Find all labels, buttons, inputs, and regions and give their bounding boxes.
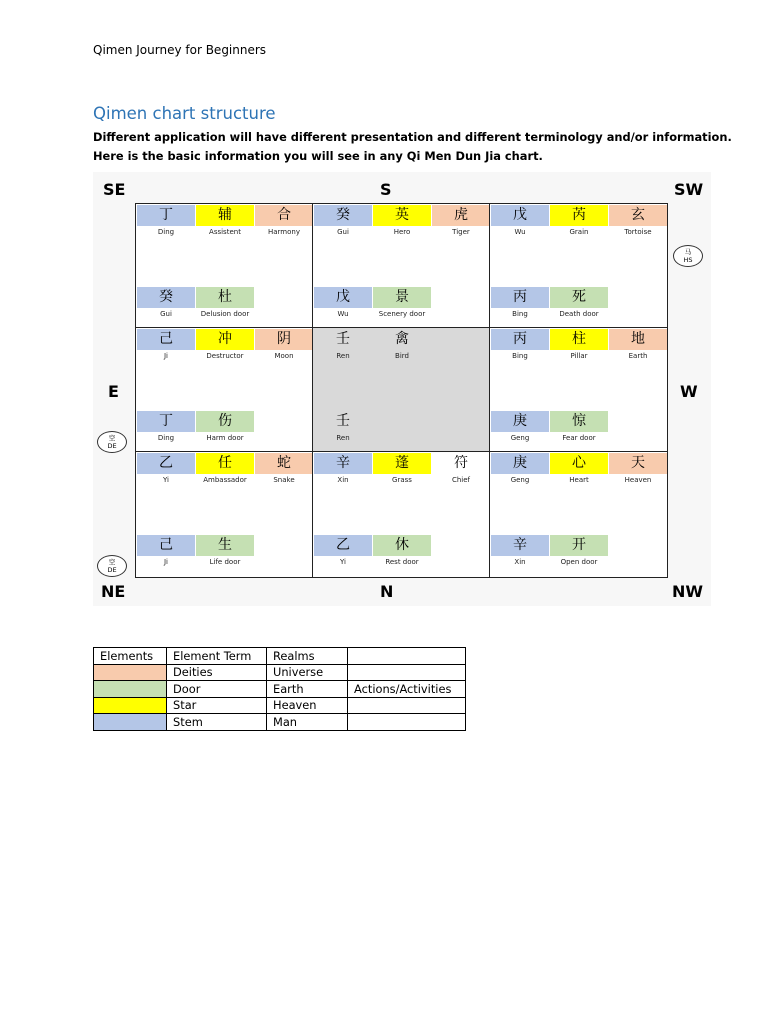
legend-swatch (94, 681, 167, 698)
qimen-grid (135, 203, 668, 578)
palace-w-top-char: 柱 (550, 329, 608, 350)
legend-note (348, 664, 466, 681)
palace-e (135, 327, 312, 451)
legend-swatch (94, 697, 167, 714)
palace-w-bottom-char: 庚 (491, 411, 549, 432)
intro-text (93, 128, 732, 166)
badge-ne-text: DE (107, 566, 117, 574)
palace-e-bottom-label: Harm door (206, 434, 244, 442)
palace-e-top-label: Moon (274, 352, 294, 360)
palace-sw-top-label: Grain (569, 228, 589, 236)
legend-term: Door (167, 681, 267, 698)
palace-se-bottom-label: Delusion door (200, 310, 250, 318)
palace-w-bottom-label: Fear door (562, 434, 596, 442)
direction-ne: NE (101, 582, 126, 601)
palace-n-top-label: Grass (392, 476, 412, 484)
palace-w (489, 327, 667, 451)
palace-sw-top-char: 芮 (550, 205, 608, 226)
palace-ne-top-char: 乙 (137, 453, 195, 474)
palace-sw (489, 203, 667, 327)
palace-se-bottom-char: 癸 (137, 287, 195, 308)
legend-header-realms: Realms (267, 648, 348, 665)
badge-e-text: DE (107, 442, 117, 450)
palace-se-bottom-char: 杜 (196, 287, 254, 308)
legend-header-term: Element Term (167, 648, 267, 665)
palace-se-top-char: 辅 (196, 205, 254, 226)
palace-ne-top-char: 任 (196, 453, 254, 474)
palace-e-top-char: 冲 (196, 329, 254, 350)
palace-w-top-label: Pillar (570, 352, 588, 360)
palace-ne-bottom-label: Life door (209, 558, 241, 566)
palace-s-top-label: Gui (337, 228, 349, 236)
palace-ne-bottom-char: 生 (196, 535, 254, 556)
direction-w: W (680, 382, 698, 401)
palace-w-top-label: Bing (512, 352, 528, 360)
palace-w-top-char: 丙 (491, 329, 549, 350)
badge-sw-text: HS (683, 256, 693, 264)
palace-nw-top-label: Heart (569, 476, 589, 484)
palace-sw-top-char: 戊 (491, 205, 549, 226)
badge-ne (97, 555, 127, 577)
direction-n: N (380, 582, 394, 601)
palace-se-top-char: 合 (255, 205, 313, 226)
palace-nw-top-char: 心 (550, 453, 608, 474)
palace-n-top-label: Chief (451, 476, 471, 484)
palace-nw (489, 451, 667, 577)
palace-c-bottom-char: 壬 (336, 413, 350, 429)
legend-term: Deities (167, 664, 267, 681)
legend-row (94, 664, 466, 681)
palace-se-top-label: Ding (157, 228, 175, 236)
direction-nw: NW (672, 582, 704, 601)
palace-n-top-char: 符 (454, 455, 468, 471)
palace-e-bottom-char: 伤 (196, 411, 254, 432)
palace-e-top-char: 阴 (255, 329, 313, 350)
palace-c-top-char: 壬 (336, 331, 350, 347)
palace-ne-top-label: Snake (273, 476, 295, 484)
palace-nw-bottom-label: Xin (514, 558, 526, 566)
badge-e (97, 431, 127, 453)
legend-header-extra (348, 648, 466, 665)
legend-row (94, 714, 466, 731)
palace-ne-bottom-char: 己 (137, 535, 195, 556)
palace-n-top-label: Xin (337, 476, 349, 484)
palace-sw-bottom-char: 丙 (491, 287, 549, 308)
palace-e-top-label: Ji (163, 352, 168, 360)
palace-s-bottom-char: 戊 (314, 287, 372, 308)
badge-ne-char: 空 (108, 558, 116, 566)
palace-s-bottom-label: Scenery door (378, 310, 426, 318)
legend-row (94, 697, 466, 714)
palace-nw-bottom-char: 开 (550, 535, 608, 556)
palace-sw-top-char: 玄 (609, 205, 667, 226)
legend-table (93, 647, 466, 731)
palace-w-bottom-label: Geng (510, 434, 530, 442)
legend-note (348, 697, 466, 714)
direction-s: S (380, 180, 392, 199)
legend-note (348, 714, 466, 731)
palace-nw-bottom-label: Open door (560, 558, 598, 566)
legend-realm: Universe (267, 664, 348, 681)
legend-header-elements: Elements (94, 648, 167, 665)
palace-nw-top-char: 天 (609, 453, 667, 474)
palace-s-bottom-char: 景 (373, 287, 431, 308)
palace-se-top-char: 丁 (137, 205, 195, 226)
legend-row (94, 681, 466, 698)
palace-w-bottom-char: 惊 (550, 411, 608, 432)
direction-sw: SW (674, 180, 704, 199)
badge-e-char: 空 (108, 434, 116, 442)
legend-realm: Heaven (267, 697, 348, 714)
legend-realm: Earth (267, 681, 348, 698)
palace-s-top-label: Hero (393, 228, 411, 236)
legend-header-row (94, 648, 466, 665)
palace-se (135, 203, 312, 327)
intro-line-2: Here is the basic information you will see in any Qi Men Dun Jia chart. (93, 149, 543, 163)
palace-n-top-char: 辛 (314, 453, 372, 474)
legend-swatch (94, 714, 167, 731)
palace-ne (135, 451, 312, 577)
palace-w-top-label: Earth (628, 352, 648, 360)
palace-s-top-char: 癸 (314, 205, 372, 226)
palace-e-bottom-char: 丁 (137, 411, 195, 432)
palace-n-bottom-label: Rest door (385, 558, 419, 566)
palace-nw-top-label: Heaven (624, 476, 652, 484)
palace-c-top-char: 禽 (395, 331, 409, 347)
palace-s-top-char: 虎 (432, 205, 490, 226)
palace-c-bottom-label: Ren (336, 434, 350, 442)
palace-se-bottom-label: Gui (160, 310, 172, 318)
palace-nw-bottom-char: 辛 (491, 535, 549, 556)
palace-s-top-label: Tiger (452, 228, 470, 236)
palace-sw-top-label: Tortoise (624, 228, 652, 236)
palace-e-bottom-label: Ding (157, 434, 175, 442)
palace-ne-bottom-label: Ji (163, 558, 168, 566)
palace-s-bottom-label: Wu (337, 310, 349, 318)
page-header: Qimen Journey for Beginners (93, 43, 267, 57)
palace-nw-top-char: 庚 (491, 453, 549, 474)
palace-se-top-label: Harmony (268, 228, 300, 236)
legend-note: Actions/Activities (348, 681, 466, 698)
badge-sw (673, 245, 703, 267)
palace-n (312, 451, 489, 577)
palace-c-top-label: Bird (395, 352, 409, 360)
badge-sw-char: 马 (684, 248, 692, 256)
palace-e-top-char: 己 (137, 329, 195, 350)
palace-ne-top-label: Ambassador (203, 476, 247, 484)
palace-nw-top-label: Geng (510, 476, 530, 484)
legend-term: Stem (167, 714, 267, 731)
palace-sw-bottom-char: 死 (550, 287, 608, 308)
palace-n-bottom-char: 乙 (314, 535, 372, 556)
direction-se: SE (103, 180, 126, 199)
palace-s-top-char: 英 (373, 205, 431, 226)
legend-swatch (94, 664, 167, 681)
palace-sw-bottom-label: Bing (512, 310, 528, 318)
palace-e-top-label: Destructor (206, 352, 244, 360)
palace-ne-top-label: Yi (163, 476, 169, 484)
palace-c (312, 327, 489, 451)
palace-n-top-char: 蓬 (373, 453, 431, 474)
legend-realm: Man (267, 714, 348, 731)
direction-e: E (108, 382, 119, 401)
palace-ne-top-char: 蛇 (255, 453, 313, 474)
palace-sw-top-label: Wu (514, 228, 526, 236)
intro-line-1: Different application will have different presentation and different terminology and/or information. (93, 130, 732, 144)
palace-c-top-label: Ren (336, 352, 350, 360)
palace-s (312, 203, 489, 327)
section-title: Qimen chart structure (93, 104, 276, 123)
palace-sw-bottom-label: Death door (559, 310, 599, 318)
legend-term: Star (167, 697, 267, 714)
palace-se-top-label: Assistent (209, 228, 241, 236)
palace-n-bottom-label: Yi (340, 558, 346, 566)
palace-w-top-char: 地 (609, 329, 667, 350)
palace-n-bottom-char: 休 (373, 535, 431, 556)
